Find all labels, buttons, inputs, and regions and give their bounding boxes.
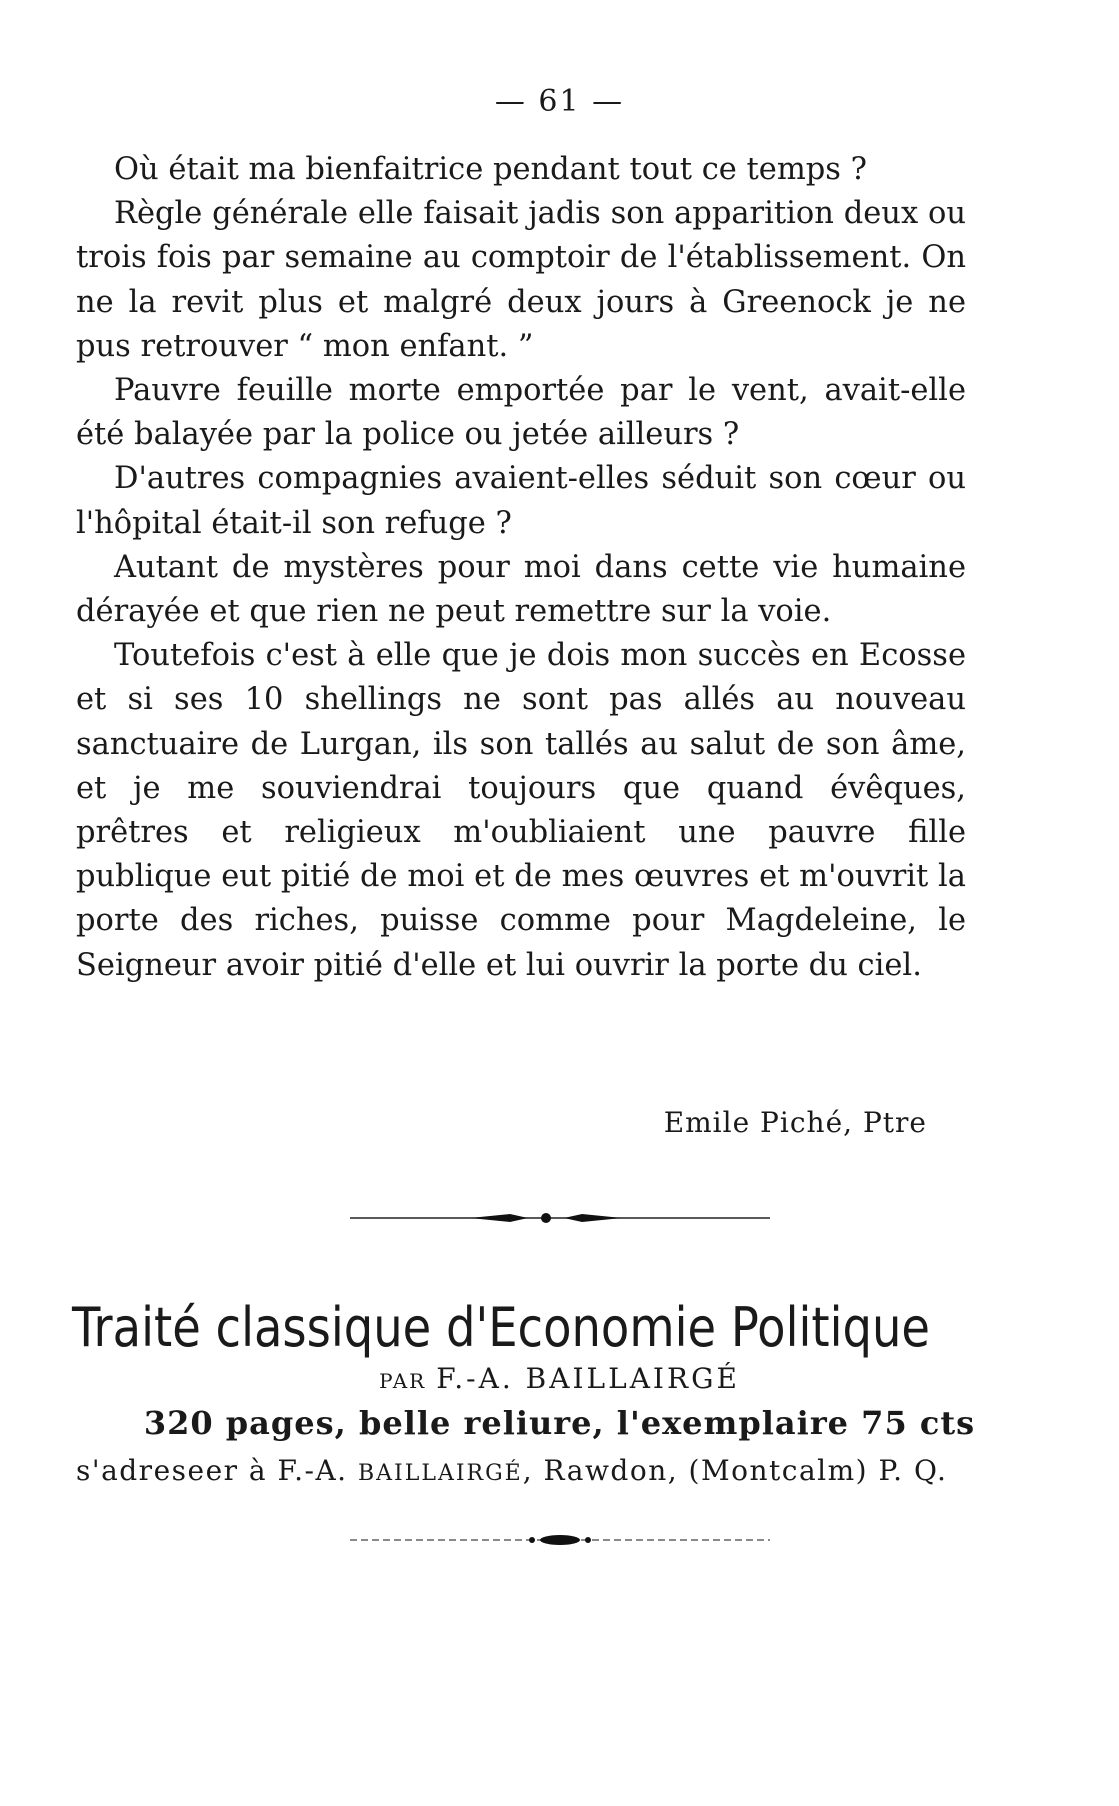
paragraph: Règle générale elle faisait jadis son apparition deux ou trois fois par semaine au comptoir de l'établissement. On ne la revit plus et malgré deux jours à Greenock je ne pus retrouver “ mon enfant. ” <box>76 196 966 364</box>
author-prefix: PAR <box>379 1369 427 1393</box>
advertisement-author <box>0 1362 1119 1395</box>
page-number: — 61 — <box>494 84 625 119</box>
paragraph: D'autres compagnies avaient-elles séduit son cœur ou l'hôpital était-il son refuge ? <box>76 461 966 541</box>
paragraph: Autant de mystères pour moi dans cette vie humaine dérayée et que rien ne peut remettre sur la voie. <box>76 549 966 630</box>
body-text <box>76 148 966 988</box>
advertisement-details: 320 pages, belle reliure, l'exemplaire 75 cts <box>143 1404 976 1442</box>
paragraph: Toutefois c'est à elle que je dois mon succès en Ecosse et si ses 10 shellings ne sont pas allés au nouveau sanctuaire de Lurgan, ils son tallés au salut de son âme, et je me souviendrai toujours que quand évêques, prêtres et religieux m'oubliaient une pauvre fille publique eut pitié de moi et de mes œuvres et m'ouvrit la porte des riches, puisse comme pour Magdeleine, le Seigneur avoir pitié d'elle et lui ouvrir la porte du ciel. <box>76 638 966 983</box>
advertisement-title: Traité classique d'Economie Politique <box>72 1296 930 1359</box>
advertisement-address <box>76 1454 966 1487</box>
decorative-rule-top <box>0 1208 1119 1228</box>
signature: Emile Piché, Ptre <box>663 1106 927 1139</box>
address-name: BAILLAIRGÉ <box>357 1461 523 1486</box>
address-place: , Rawdon, (Montcalm) P. Q. <box>522 1454 948 1487</box>
paragraph: Où était ma bienfaitrice pendant tout ce temps ? <box>114 152 867 187</box>
paragraph: Pauvre feuille morte emportée par le vent, avait-elle été balayée par la police ou jetée ailleurs ? <box>76 373 966 453</box>
decorative-rule-bottom <box>0 1530 1119 1550</box>
address-prefix: s'adreseer à F.-A. <box>76 1454 348 1487</box>
author-name: F.-A. BAILLAIRGÉ <box>436 1362 740 1395</box>
